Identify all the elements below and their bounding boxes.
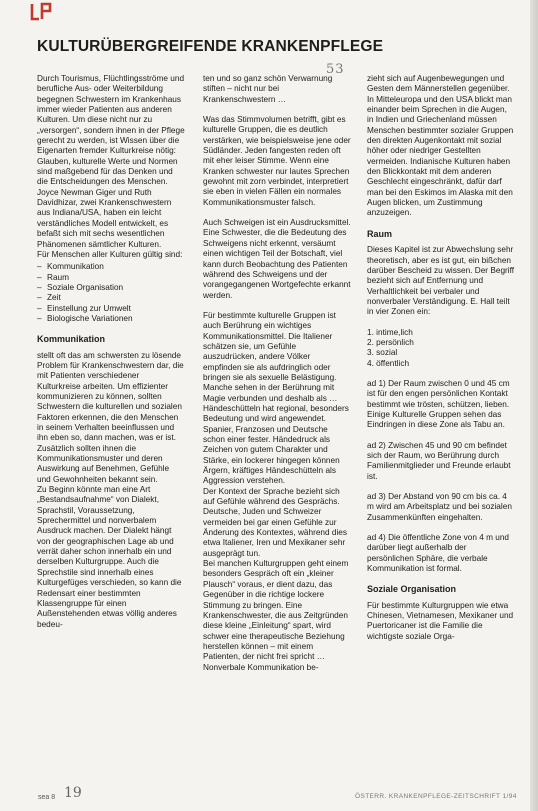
list-item: – Soziale Organisation: [37, 283, 185, 293]
paragraph: Nonverbale Kommunikation be-: [203, 662, 319, 672]
footer-page-label: sea 8: [38, 794, 56, 801]
section-heading-raum: Raum: [367, 228, 393, 239]
section-heading-kommunikation: Kommunikation: [37, 334, 106, 345]
footer-handwritten-number: 19: [64, 785, 82, 801]
column-1: [37, 74, 185, 630]
paragraph: Dieses Kapitel ist zur Abwechslung sehr theoretisch, aber es ist gut, ein bißchen darüber Bescheid zu wissen. Der Begriff bezieht sich auf Entfernung und Verhaltlichkeit bei verbaler und nonverbaler Verständigung. E. Hall teilt in vier Zonen ein:: [367, 245, 515, 317]
paragraph: Durch Tourismus, Flüchtlingsströme und berufliche Aus- oder Weiterbildung begegnen Schwestern im Krankenhaus immer wieder Patienten aus anderen Kulturen. Um diese nicht nur zu „versorgen“, sondern ihnen in der Pflege gerecht zu werden, ist Wissen über die Eigenarten fremder Kulturkreise nötig: Glauben, kulturelle Werte und Normen sind maßgebend für das Denken und die Entscheidungen des Menschen.: [37, 74, 185, 187]
list-item: 4. öffentlich: [367, 358, 410, 368]
paragraph: ad 2) Zwischen 45 und 90 cm befindet sich der Raum, wo Berührung durch Familienmitglieder und Freunde erlaubt ist.: [367, 440, 511, 481]
list-item: – Kommunikation: [37, 262, 185, 272]
list-item: – Biologische Variationen: [37, 314, 185, 324]
paragraph: stellt oft das am schwersten zu lösende Problem für Krankenschwestern dar, die mit Patienten verschiedener Kulturkreise arbeiten. Um effizienter kommunizieren zu können, sollten Schwestern die kulturellen und sozialen Faktoren erkennen, die den Menschen in seinem Verhalten beeinflussen und ihn eben so, dann machen, was er ist. Zusätzlich sollten ihnen die Kommunikationsmuster und deren Auswirkung auf Benehmen, Gefühle und Gewohnheiten bekannt sein.: [37, 350, 184, 484]
magazine-logo-icon: [30, 2, 52, 22]
paragraph: Bei manchen Kulturgruppen geht einem besonders Gespräch oft ein „kleiner Plausch“ voraus, er dient dazu, das Gegenüber in die richtige lockere Stimmung zu bringen. Eine Krankenschwester, die aus Zeitgründen diese kleine „Einleitung“ spart, wird schwer eine therapeutische Beziehung herstellen können – mit einem Patienten, der nicht frei spricht …: [203, 559, 349, 662]
paragraph: Der Kontext der Sprache bezieht sich auf Gefühle während des Gesprächs. Deutsche, Juden und Schweizer vermeiden bei gar einen Gefühle zur Änderung des Kontextes, während dies etwa Italiener, Iren und Mexikaner sehr ausgeprägt tun.: [203, 486, 348, 558]
paragraph: Für Menschen aller Kulturen gültig sind:: [37, 249, 183, 259]
list-item: 1. intime,lich: [367, 327, 413, 337]
paragraph: Was das Stimmvolumen betrifft, gibt es kulturelle Gruppen, die es deutlich verstärken, wie beispielsweise jene oder Südländer. Jeden fangesten reden oft mit eher leiser Stimme. Wenn eine Kranken schwester nur lautes Sprechen gewohnt mit zorn verbindet, interpretiert sie eben in vielen Fällen ein normales Kommunikationsmuster falsch.: [203, 115, 351, 207]
paragraph: ad 1) Der Raum zwischen 0 und 45 cm ist für den engen persönlichen Kontakt bestimmt wie trösten, schützen, lieben. Einige Kulturelle Gruppen sehen das Eindringen in diese Zone als Tabu an.: [367, 378, 510, 430]
section-heading-soziale-organisation: Soziale Organisation: [367, 584, 457, 595]
column-2: [203, 74, 351, 673]
list-item: 2. persönlich: [367, 337, 414, 347]
list-item: 3. sozial: [367, 348, 398, 358]
list-item: – Raum: [37, 273, 185, 283]
paragraph: Für bestimmte Kulturgruppen wie etwa Chinesen, Vietnamesen, Mexikaner und Puertoricaner ist die Familie die wichtigste soziale Orga-: [367, 600, 514, 641]
footer-publication: ÖSTERR. KRANKENPFLEGE-ZEITSCHRIFT 1/94: [355, 793, 517, 800]
paragraph: Joyce Newman Giger und Ruth Davidhizar, zwei Krankenschwestern aus Indiana/USA, haben ein leicht verständliches Modell entwickelt, es befaßt sich mit sechs wesentlichen Phänomenen sämtlicher Kulturen.: [37, 187, 172, 249]
list-item: – Zeit: [37, 293, 185, 303]
paragraph: ad 4) Die öffentliche Zone von 4 m und darüber liegt außerhalb der persönlichen Sphäre, die verbale Kommunikation ist formal.: [367, 533, 510, 574]
article-title: KULTURÜBERGREIFENDE KRANKENPFLEGE: [37, 38, 384, 55]
paragraph: Für bestimmte kulturelle Gruppen ist auch Berührung ein wichtiges Kommunikationsmittel. Die Italiener schätzen sie, um Gefühle auszudrücken, andere Völker empfinden sie als aufdringlich oder bringen sie als sexuelle Belästigung. Manche sehen in der Berührung mit Magie verbunden und deshalb als … Händeschütteln hat regional, besonders Bedeutung und wird angewendet. Spanier, Franzosen und Deutsche schon einer fester. Händedruck als Zeichen von gutem Charakter und Stärke, ein lockerer hingegen können Ärgern, kräftiges Händeschütteln als Aggression verstehen.: [203, 310, 349, 486]
handwritten-page-number: 53: [326, 62, 345, 77]
paragraph: ten und so ganz schön Verwarnung stiften – nicht nur bei Krankenschwestern …: [203, 74, 333, 104]
paragraph: Auch Schweigen ist ein Ausdrucksmittel. Eine Schwester, die die Bedeutung des Schweigens nicht erkennt, versäumt einen wichtigen Teil der Botschaft, viel kann durch Beobachtung des Patienten während des Schweigens und der vorangegangenen Wortgefechte erkannt werden.: [203, 218, 351, 300]
phenomena-list: [37, 262, 185, 324]
paragraph: Zu Beginn könnte man eine Art „Bestandsaufnahme“ von Dialekt, Sprachstil, Voraussetzung, Sprechermittel und nonverbalem Ausdruck machen. Der Dialekt hängt von der geographischen Lage ab und verrät daher schon innerhalb ein und derselben Kulturgruppe. Auch die Sprechstile sind innerhalb eines Kulturgefüges verschieden, so kann die Redensart einer bestimmten Klassengruppe für einen Außenstehenden etwas völlig anderes bedeu-: [37, 485, 182, 629]
page-edge-shadow: [530, 0, 538, 811]
paragraph: ad 3) Der Abstand von 90 cm bis ca. 4 m wird am Arbeitsplatz und bei sozialen Zusammenkünften eingehalten.: [367, 492, 512, 522]
zones-list: [367, 328, 515, 369]
column-3: [367, 74, 515, 642]
list-item: – Einstellung zur Umwelt: [37, 304, 185, 314]
paragraph: zieht sich auf Augenbewegungen und Gesten dem Männerstellen gegenüber. In Mitteleuropa und den USA blickt man einander beim Sprechen in die Augen, in Indien und Griechenland müssen Menschen bestimmter sozialer Gruppen den direkten Augenkontakt mit sozial höher oder niedriger Gestellten vermeiden. Indianische Kulturen haben den Blickkontakt mit dem anderen Geschlecht eingeschränkt, dafür darf man bei den Eskimos im Alaska mit den Augen blicken, um Zustimmung anzuzeigen.: [367, 74, 514, 218]
